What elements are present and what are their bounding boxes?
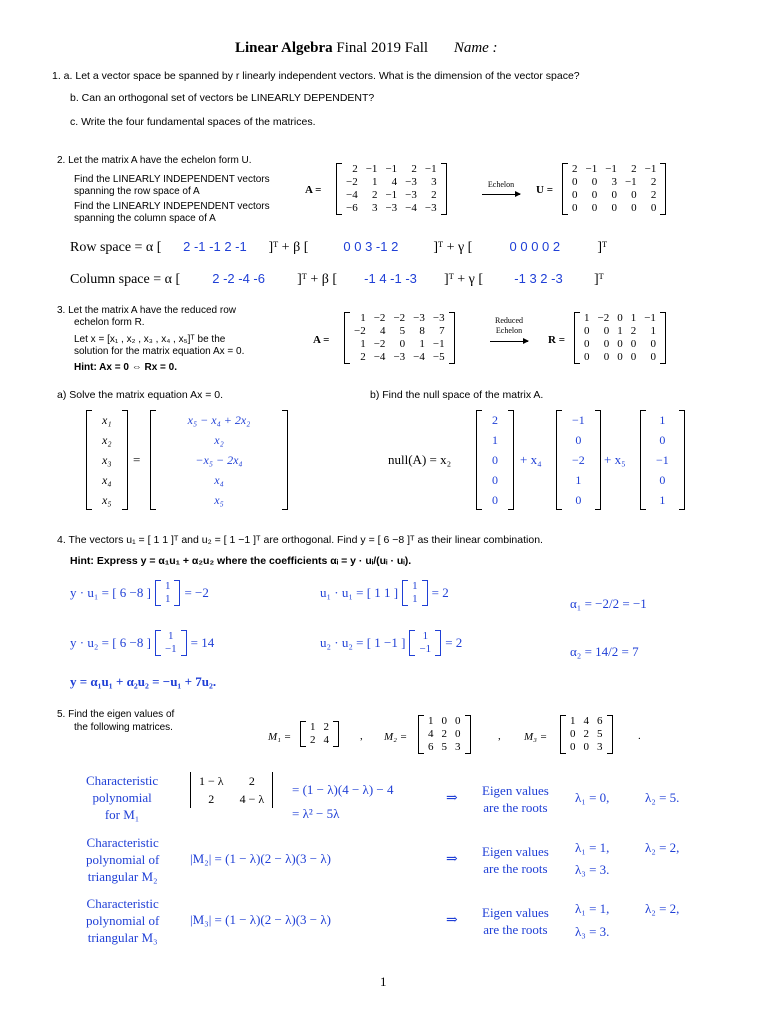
q2-A-cell: 2 <box>431 189 437 201</box>
right-arrow-icon <box>490 341 528 342</box>
null-3-cell: 0 <box>659 433 666 447</box>
q2-U-cell: −1 <box>624 176 637 188</box>
u2-dot-u2-lhs: u₂ · u₂ = [ 1 −1 ] <box>320 635 406 650</box>
page-number: 1 <box>380 974 387 989</box>
q4-hint: Hint: Express y = α₁u₁ + α₂u₂ where the coefficients αᵢ = y · uᵢ/(uᵢ · uᵢ). <box>70 555 412 567</box>
q2-A-cell: −3 <box>405 176 417 188</box>
M3-cell: 3 <box>597 741 603 753</box>
q2-A-cell: −4 <box>346 189 358 201</box>
q2-U-cell: 0 <box>591 176 598 188</box>
q2-A-cell: −1 <box>365 163 378 175</box>
q3-R-cell: 2 <box>630 325 637 337</box>
q3-A-cell: 1 <box>360 312 366 324</box>
null-1-cell: 1 <box>492 433 498 447</box>
matrix-M1-table <box>306 721 333 747</box>
q2-U-cell: 0 <box>631 189 637 201</box>
q3-R-cell: 0 <box>650 338 656 350</box>
c2-expr: |M₂| = (1 − λ)(2 − λ)(3 − λ) <box>190 851 332 866</box>
M1-cell: 2 <box>310 734 316 746</box>
implies-icon: ⇒ <box>446 852 458 867</box>
null-vector-2 <box>556 410 601 510</box>
y-dot-u1-lhs: y · u₁ = [ 6 −8 ] <box>70 585 151 600</box>
u2-vec-1: −1 <box>164 643 177 655</box>
q3-R-cell: 0 <box>630 351 637 363</box>
q3-arrow <box>486 316 532 346</box>
null-3-cell: 1 <box>659 493 666 507</box>
q3-hint: Hint: Ax = 0 ⇔ Rx = 0. <box>74 362 177 373</box>
e1-l1: λ₁ = 0, <box>575 790 610 805</box>
u2-vector <box>155 630 187 656</box>
M3-label: M₃ = <box>524 731 548 743</box>
equals-sign: = <box>133 452 141 467</box>
q2-matrix-U-table <box>568 163 660 215</box>
q5-intro-line1: 5. Find the eigen values of <box>57 709 175 720</box>
q3-R-cell: 0 <box>584 325 590 337</box>
period: . <box>638 730 641 742</box>
name-label: Name : <box>453 40 498 56</box>
row-space-mid1: ]ᵀ + β [ <box>268 240 309 255</box>
col-space-v3: -1 3 2 -3 <box>514 271 563 286</box>
q2-intro: 2. Let the matrix A have the echelon form U. <box>57 155 252 166</box>
q2-U-cell: 2 <box>650 189 657 201</box>
row-space-v2: 0 0 3 -1 2 <box>343 239 399 254</box>
matrix-M3 <box>560 715 613 754</box>
alpha2: α₂ = 14/2 = 7 <box>570 644 639 659</box>
q2-A-cell: −2 <box>346 176 358 188</box>
alpha1: α₁ = −2/2 = −1 <box>570 596 647 611</box>
matrix-M3-table <box>566 715 607 754</box>
x-var-cell: x₂ <box>102 433 112 447</box>
solution-vector <box>150 410 288 510</box>
eig-label-2b: are the roots <box>483 861 548 876</box>
plus-x4: + x₄ <box>520 452 542 467</box>
c3-label-1: Characteristic <box>86 896 159 911</box>
c3-expr: |M₃| = (1 − λ)(2 − λ)(3 − λ) <box>190 912 332 927</box>
y-dot-u2 <box>70 630 214 656</box>
null-3-cell: 0 <box>659 473 666 487</box>
x-var-cell: x₅ <box>102 493 112 507</box>
q2-U-cell: 0 <box>591 189 598 201</box>
null-2-cell: −1 <box>572 413 585 427</box>
y-dot-u2-lhs: y · u₂ = [ 6 −8 ] <box>70 635 151 650</box>
q3-A-cell: 0 <box>399 338 406 350</box>
c1-det-10: 2 <box>208 792 215 806</box>
c1-expr2: = λ² − 5λ <box>292 806 340 821</box>
M3-cell: 0 <box>570 728 576 740</box>
e2-l2: λ₂ = 2, <box>645 840 680 855</box>
solution-entry-cell: x₅ − x₄ + 2x₂ <box>187 413 251 427</box>
q3-x-def-line2: solution for the matrix equation Ax = 0. <box>74 346 245 357</box>
q3-intro-line2: echelon form R. <box>74 317 145 328</box>
q2-A-cell: 2 <box>371 189 378 201</box>
q2-row-task-line2: spanning the row space of A <box>74 186 200 197</box>
q2-col-task-line2: spanning the column space of A <box>74 213 216 224</box>
column-space <box>70 271 604 288</box>
q3-intro-line1: 3. Let the matrix A have the reduced row <box>57 305 236 316</box>
q3-R-cell: 0 <box>603 338 610 350</box>
q3-R-cell: 0 <box>617 312 623 324</box>
q3-x-def-line1: Let x = [x₁ , x₂ , x₃ , x₄ , x₅]ᵀ be the <box>74 334 226 345</box>
subtitle: Final 2019 Fall <box>336 40 429 56</box>
c1-expr1: = (1 − λ)(4 − λ) − 4 <box>292 782 394 797</box>
null-2-cell: −2 <box>572 453 585 467</box>
M2-cell: 6 <box>428 741 434 753</box>
M2-cell: 5 <box>441 741 447 753</box>
u2-vector-2 <box>409 630 441 656</box>
q3-intro <box>57 305 236 329</box>
row-space <box>70 239 607 256</box>
q2-A-cell: 3 <box>431 176 437 188</box>
q2-col-task-line1: Find the LINEARLY INDEPENDENT vectors <box>74 201 270 212</box>
u2u2-vec-1: −1 <box>419 643 432 655</box>
q2-A-cell: 2 <box>411 163 417 175</box>
y-dot-u1 <box>70 580 209 606</box>
q2-matrix-U <box>562 163 666 215</box>
e3-l1: λ₁ = 1, <box>575 901 610 916</box>
matrix-M2 <box>418 715 471 754</box>
eig-label-1 <box>482 782 549 816</box>
q5-intro-line2: the following matrices. <box>74 722 173 733</box>
q3-A-cell: 7 <box>439 325 445 337</box>
q2-U-cell: 0 <box>650 202 657 214</box>
c1-label-2: polynomial <box>92 790 152 805</box>
q2-U-cell: 2 <box>631 163 637 175</box>
q3-R-cell: 0 <box>650 351 656 363</box>
q3-A-cell: 1 <box>419 338 425 350</box>
M2-cell: 0 <box>455 728 461 740</box>
q3-A-cell: −1 <box>432 338 445 350</box>
M2-cell: 1 <box>428 715 434 727</box>
q2-U-cell: −1 <box>605 163 617 175</box>
right-arrow-icon <box>482 194 520 195</box>
q3-matrix-A <box>344 312 455 364</box>
q2-A-label: A = <box>305 184 322 196</box>
solution-entry-cell: x₄ <box>214 473 224 487</box>
q3-R-cell: 1 <box>617 325 623 337</box>
c1-label <box>86 772 158 823</box>
q3-arrow-label-1: Reduced <box>495 316 523 325</box>
eig-label-1a: Eigen values <box>482 783 549 798</box>
eig-label-1b: are the roots <box>483 800 548 815</box>
q4-result: y = α₁u₁ + α₂u₂ = −u₁ + 7u₂. <box>70 674 217 689</box>
eig-label-3b: are the roots <box>483 922 548 937</box>
M3-cell: 0 <box>583 741 589 753</box>
q3-R-cell: 1 <box>650 325 656 337</box>
q2-A-cell: 1 <box>371 176 378 188</box>
solution-entry-cell: x₂ <box>214 433 224 447</box>
null-label: null(A) = x₂ <box>388 452 452 467</box>
q3-A-cell: −4 <box>373 351 386 363</box>
c1-det-01: 2 <box>248 774 255 788</box>
row-space-mid2: ]ᵀ + γ [ <box>433 240 473 255</box>
q2-U-cell: 0 <box>572 176 578 188</box>
q3-A-cell: −5 <box>432 351 445 363</box>
M3-cell: 5 <box>597 728 603 740</box>
null-3-cell: 1 <box>659 413 666 427</box>
q3-A-cell: 5 <box>399 325 406 337</box>
eig-label-2a: Eigen values <box>482 844 549 859</box>
q3-A-cell: −2 <box>373 312 386 324</box>
q5-intro <box>57 708 174 734</box>
q3-R-label: R = <box>548 334 565 346</box>
q3-R-cell: 1 <box>630 312 637 324</box>
eig-label-3a: Eigen values <box>482 905 549 920</box>
e2-l3: λ₃ = 3. <box>575 862 610 877</box>
q1-b: b. Can an orthogonal set of vectors be LINEARLY DEPENDENT? <box>70 92 375 104</box>
c1-det-11: 4 − λ <box>239 792 265 806</box>
e1-l2: λ₂ = 5. <box>645 790 680 805</box>
q3-R-cell: 0 <box>603 325 610 337</box>
e2-l1: λ₁ = 1, <box>575 840 610 855</box>
M2-label: M₂ = <box>384 731 408 743</box>
c2-label <box>86 834 159 885</box>
col-space-v2: -1 4 -1 -3 <box>364 271 417 286</box>
M3-cell: 4 <box>583 715 589 727</box>
q3-A-cell: −2 <box>393 312 406 324</box>
u2u2-vec-0: 1 <box>422 630 429 642</box>
solution-entry-cell: −x₅ − 2x₄ <box>195 453 243 467</box>
q2-A-cell: −1 <box>424 163 437 175</box>
q3-A-cell: −3 <box>393 351 406 363</box>
q2-U-cell: 0 <box>611 189 617 201</box>
null-vector-1 <box>476 410 514 510</box>
q2-A-cell: 2 <box>352 163 358 175</box>
q3-R-cell: −1 <box>644 312 656 324</box>
y-dot-u1-rhs: = −2 <box>184 585 209 600</box>
q2-A-cell: −3 <box>424 202 437 214</box>
q2-U-cell: −1 <box>644 163 657 175</box>
q2-U-cell: 0 <box>572 189 578 201</box>
q2-A-cell: −1 <box>385 189 398 201</box>
q2-A-cell: −6 <box>346 202 358 214</box>
q3-A-cell: 2 <box>360 351 366 363</box>
u1-dot-u1 <box>320 580 449 606</box>
q3-R-cell: 0 <box>584 351 590 363</box>
q3-part-b: b) Find the null space of the matrix A. <box>370 389 544 401</box>
implies-icon: ⇒ <box>446 791 458 806</box>
comma-1: , <box>360 730 363 742</box>
M1-cell: 2 <box>323 721 329 733</box>
q2-U-cell: 0 <box>572 202 578 214</box>
q1-c: c. Write the four fundamental spaces of the matrices. <box>70 116 316 128</box>
x-vector-table <box>92 410 122 510</box>
q3-matrix-A-table <box>350 312 449 364</box>
row-space-v1: 2 -1 -1 2 -1 <box>183 239 247 254</box>
M3-cell: 6 <box>597 715 603 727</box>
page-title <box>235 40 498 57</box>
solution-entry-cell: x₅ <box>214 493 224 507</box>
u1-vec-1: 1 <box>164 593 171 605</box>
y-dot-u2-rhs: = 14 <box>190 635 215 650</box>
null-2-cell: 1 <box>575 473 582 487</box>
col-space-mid1: ]ᵀ + β [ <box>297 272 338 287</box>
q2-arrow-label: Echelon <box>487 180 515 189</box>
q3-A-cell: −3 <box>413 312 425 324</box>
null-1-cell: 2 <box>492 413 498 427</box>
u2-dot-u2-rhs: = 2 <box>445 635 463 650</box>
M2-cell: 3 <box>455 741 461 753</box>
M1-label: M₁ = <box>268 731 292 743</box>
M3-cell: 1 <box>570 715 576 727</box>
q2-matrix-A-table <box>342 163 441 215</box>
M2-cell: 4 <box>428 728 434 740</box>
q2-A-cell: 4 <box>391 176 398 188</box>
q3-A-cell: −2 <box>373 338 386 350</box>
comma-2: , <box>498 730 501 742</box>
q3-A-cell: 4 <box>379 325 386 337</box>
q3-x-def <box>74 334 244 358</box>
q3-A-cell: 8 <box>419 325 425 337</box>
e3-l3: λ₃ = 3. <box>575 924 610 939</box>
q3-arrow-label-2: Echelon <box>495 326 523 335</box>
u1u1-vec-1: 1 <box>412 593 418 605</box>
c1-determinant <box>190 772 273 808</box>
q2-U-cell: −1 <box>585 163 598 175</box>
q3-R-cell: 0 <box>617 338 623 350</box>
c2-label-3: triangular M₂ <box>87 869 158 884</box>
q3-R-cell: 0 <box>617 351 623 363</box>
q1-a: 1. a. Let a vector space be spanned by r linearly independent vectors. What is the dimension of the vector space? <box>52 70 580 82</box>
M2-cell: 0 <box>441 715 447 727</box>
row-space-label: Row space = α [ <box>70 240 162 255</box>
M1-cell: 4 <box>323 734 329 746</box>
q3-R-cell: 0 <box>584 338 590 350</box>
q3-R-cell: 0 <box>630 338 637 350</box>
null-vector-2-table <box>562 410 595 510</box>
q3-A-cell: −3 <box>432 312 445 324</box>
matrix-M1 <box>300 721 339 747</box>
q2-matrix-A <box>336 163 447 215</box>
q2-U-label: U = <box>536 184 553 196</box>
e3-l2: λ₂ = 2, <box>645 901 680 916</box>
u1-vec-0: 1 <box>164 580 171 592</box>
q3-A-label: A = <box>313 334 330 346</box>
x-var-cell: x₃ <box>102 453 112 467</box>
c1-label-3: for M₁ <box>104 807 140 822</box>
col-space-mid2: ]ᵀ + γ [ <box>444 272 484 287</box>
title: Linear Algebra <box>235 40 333 56</box>
u1-vector-2 <box>402 580 428 606</box>
q2-A-cell: −1 <box>385 163 398 175</box>
null-1-cell: 0 <box>492 473 498 487</box>
q2-row-task <box>74 174 270 198</box>
c1-det-00: 1 − λ <box>199 774 224 788</box>
q2-A-cell: −3 <box>405 189 417 201</box>
plus-x5: + x₅ <box>604 452 626 467</box>
u1-vector <box>155 580 181 606</box>
eig-label-3 <box>482 904 549 938</box>
u1-dot-u1-lhs: u₁ · u₁ = [ 1 1 ] <box>320 585 399 600</box>
c1-label-1: Characteristic <box>86 773 159 788</box>
row-space-end: ]ᵀ <box>597 240 608 255</box>
q3-A-cell: 1 <box>360 338 366 350</box>
null-1-cell: 0 <box>492 453 498 467</box>
q3-R-cell: 0 <box>603 351 610 363</box>
q2-A-cell: 3 <box>371 202 378 214</box>
M2-cell: 0 <box>455 715 461 727</box>
c3-label <box>86 895 159 946</box>
col-space-v1: 2 -2 -4 -6 <box>212 271 265 286</box>
null-2-cell: 0 <box>575 493 582 507</box>
q2-U-cell: 0 <box>631 202 637 214</box>
q3-matrix-R-table <box>580 312 660 364</box>
q2-A-cell: −3 <box>385 202 398 214</box>
u1u1-vec-0: 1 <box>412 580 418 592</box>
M3-cell: 2 <box>583 728 589 740</box>
q3-R-cell: 1 <box>584 312 590 324</box>
M1-cell: 1 <box>310 721 316 733</box>
null-vector-3-table <box>646 410 679 510</box>
implies-icon: ⇒ <box>446 913 458 928</box>
q2-U-cell: 2 <box>650 176 657 188</box>
q2-U-cell: 2 <box>572 163 578 175</box>
q4-intro: 4. The vectors u₁ = [ 1 1 ]ᵀ and u₂ = [ 1 −1 ]ᵀ are orthogonal. Find y = [ 6 −8 ]ᵀ as their linear combination. <box>57 534 543 546</box>
q2-row-task-line1: Find the LINEARLY INDEPENDENT vectors <box>74 174 270 185</box>
eig-label-2 <box>482 843 549 877</box>
M3-cell: 0 <box>570 741 576 753</box>
u2-vec-0: 1 <box>168 630 174 642</box>
row-space-v3: 0 0 0 0 2 <box>509 239 561 254</box>
q3-R-cell: −2 <box>597 312 610 324</box>
q2-col-task <box>74 201 270 225</box>
u1-dot-u1-rhs: = 2 <box>431 585 449 600</box>
c3-label-2: polynomial of <box>86 913 160 928</box>
q3-part-a: a) Solve the matrix equation Ax = 0. <box>57 389 224 401</box>
q2-U-cell: 0 <box>611 202 617 214</box>
null-vector-1-table <box>482 410 508 510</box>
M2-cell: 2 <box>441 728 447 740</box>
null-1-cell: 0 <box>492 493 498 507</box>
q3-A-cell: −2 <box>354 325 366 337</box>
q2-U-cell: 0 <box>591 202 598 214</box>
col-space-label: Column space = α [ <box>70 272 181 287</box>
null-2-cell: 0 <box>575 433 582 447</box>
x-var-cell: x₁ <box>102 413 112 427</box>
c3-label-3: triangular M₃ <box>87 930 158 945</box>
x-vector <box>86 410 128 510</box>
matrix-M2-table <box>424 715 465 754</box>
col-space-end: ]ᵀ <box>594 272 604 287</box>
null-vector-3 <box>640 410 685 510</box>
c2-label-2: polynomial of <box>86 852 160 867</box>
c2-label-1: Characteristic <box>86 835 159 850</box>
u2-dot-u2 <box>320 630 462 656</box>
null-3-cell: −1 <box>656 453 669 467</box>
q3-A-cell: −4 <box>413 351 425 363</box>
x-var-cell: x₄ <box>102 473 112 487</box>
solution-vector-table <box>156 410 282 510</box>
q2-A-cell: −4 <box>405 202 417 214</box>
q2-arrow <box>478 180 524 198</box>
q3-matrix-R <box>574 312 666 364</box>
q2-U-cell: 3 <box>611 176 617 188</box>
